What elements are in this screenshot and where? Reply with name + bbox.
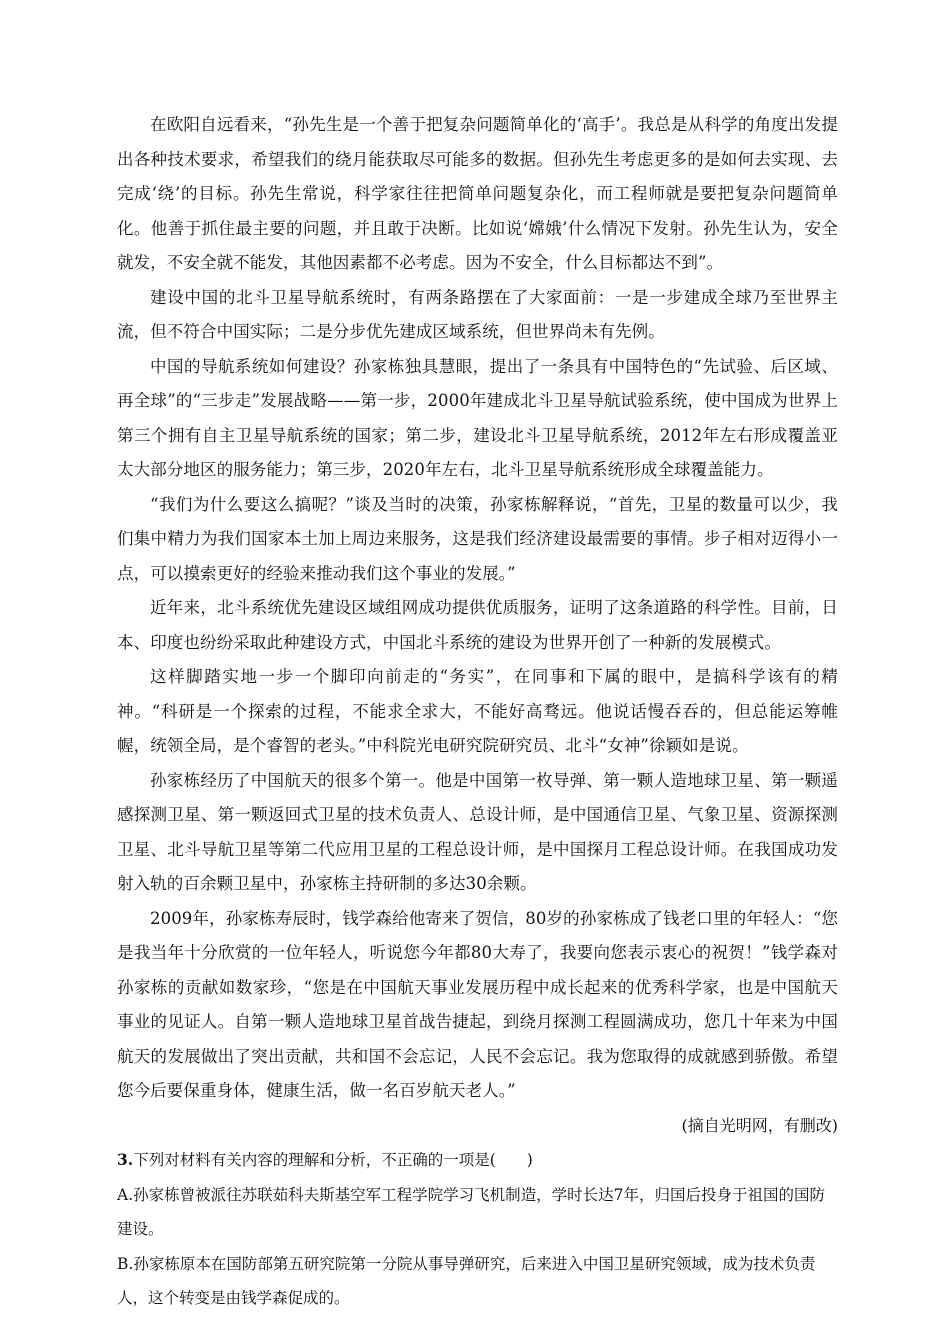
paragraph-5: 近年来，北斗系统优先建设区域组网成功提供优质服务，证明了这条道路的科学性。目前，日本、印度也纷纷采取此种建设方式，中国北斗系统的建设为世界开创了一种新的发展模式。 <box>117 598 838 652</box>
paragraph-8: 2009年，孙家栋寿辰时，钱学森给他寄来了贺信，80岁的孙家栋成了钱老口里的年轻人：“您是我当年十分欣赏的一位年轻人，听说您今年都80大寿了，我要向您表示衷心的祝贺！”钱学森对孙家栋的贡献如数家珍，“您是在中国航天事业发展历程中成长起来的优秀科学家，也是中国航天事业的见证人。自第一颗人造地球卫星首战告捷起，到绕月探测工程圆满成功，您几十年来为中国航天的发展做出了突出贡献，共和国不会忘记，人民不会忘记。我为您取得的成就感到骄傲。希望您今后要保重身体，健康生活，做一名百岁航天老人。” <box>117 908 838 1100</box>
paragraph-3: 中国的导航系统如何建设？孙家栋独具慧眼，提出了一条具有中国特色的“先试验、后区域、再全球”的“三步走”发展战略——第一步，2000年建成北斗卫星导航试验系统，使中国成为世界上第三个拥有自主卫星导航系统的国家；第二步，建设北斗卫星导航系统，2012年左右形成覆盖亚太大部分地区的服务能力；第三步，2020年左右，北斗卫星导航系统形成全球覆盖能力。 <box>117 356 838 479</box>
question-text: 下列对材料有关内容的理解和分析，不正确的一项是( ) <box>133 1151 533 1169</box>
question-stem <box>117 1143 838 1178</box>
paragraph-7: 孙家栋经历了中国航天的很多个第一。他是中国第一枚导弹、第一颗人造地球卫星、第一颗遥感探测卫星、第一颗返回式卫星的技术负责人、总设计师，是中国通信卫星、气象卫星、资源探测卫星、北斗导航卫星等第二代应用卫星的工程总设计师，是中国探月工程总设计师。在我国成功发射入轨的百余颗卫星中，孙家栋主持研制的多达30余颗。 <box>117 770 838 893</box>
paragraph-4: “我们为什么要这么搞呢？”谈及当时的决策，孙家栋解释说，“首先，卫星的数量可以少，我们集中精力为我们国家本土加上周边来服务，这是我们经济建设最需要的事情。步子相对迈得小一点，可以摸索更好的经验来推动我们这个事业的发展。” <box>117 494 838 583</box>
option-b: B.孙家栋原本在国防部第五研究院第一分院从事导弹研究，后来进入中国卫星研究领域，成为技术负责人，这个转变是由钱学森促成的。 <box>117 1254 816 1307</box>
question-number: 3. <box>117 1150 134 1169</box>
source-citation: (摘自光明网，有删改) <box>681 1115 838 1135</box>
paragraph-2: 建设中国的北斗卫星导航系统时，有两条路摆在了大家面前：一是一步建成全球乃至世界主流，但不符合中国实际；二是分步优先建成区域系统，但世界尚未有先例。 <box>117 287 838 341</box>
paragraph-6: 这样脚踏实地一步一个脚印向前走的“务实”，在同事和下属的眼中，是搞科学该有的精神。“科研是一个探索的过程，不能求全求大，不能好高骛远。他说话慢吞吞的，但总能运筹帷幄，统领全局，是个睿智的老头。”中科院光电研究院研究员、北斗“女神”徐颖如是说。 <box>117 667 838 755</box>
option-a: A.孙家栋曾被派往苏联茹科夫斯基空军工程学院学习飞机制造，学时长达7年，归国后投身于祖国的国防建设。 <box>117 1185 825 1238</box>
question-block <box>117 1143 838 1316</box>
article-body <box>117 108 838 1109</box>
paragraph-1: 在欧阳自远看来，“孙先生是一个善于把复杂问题简单化的‘高手’。我总是从科学的角度出发提出各种技术要求，希望我们的绕月能获取尽可能多的数据。但孙先生考虑更多的是如何去实现、去完成‘绕’的目标。孙先生常说，科学家往往把简单问题复杂化，而工程师就是要把复杂问题简单化。他善于抓住最主要的问题，并且敢于决断。比如说‘嫦娥’什么情况下发射。孙先生认为，安全就发，不安全就不能发，其他因素都不必考虑。因为不安全，什么目标都达不到”。 <box>117 115 838 272</box>
